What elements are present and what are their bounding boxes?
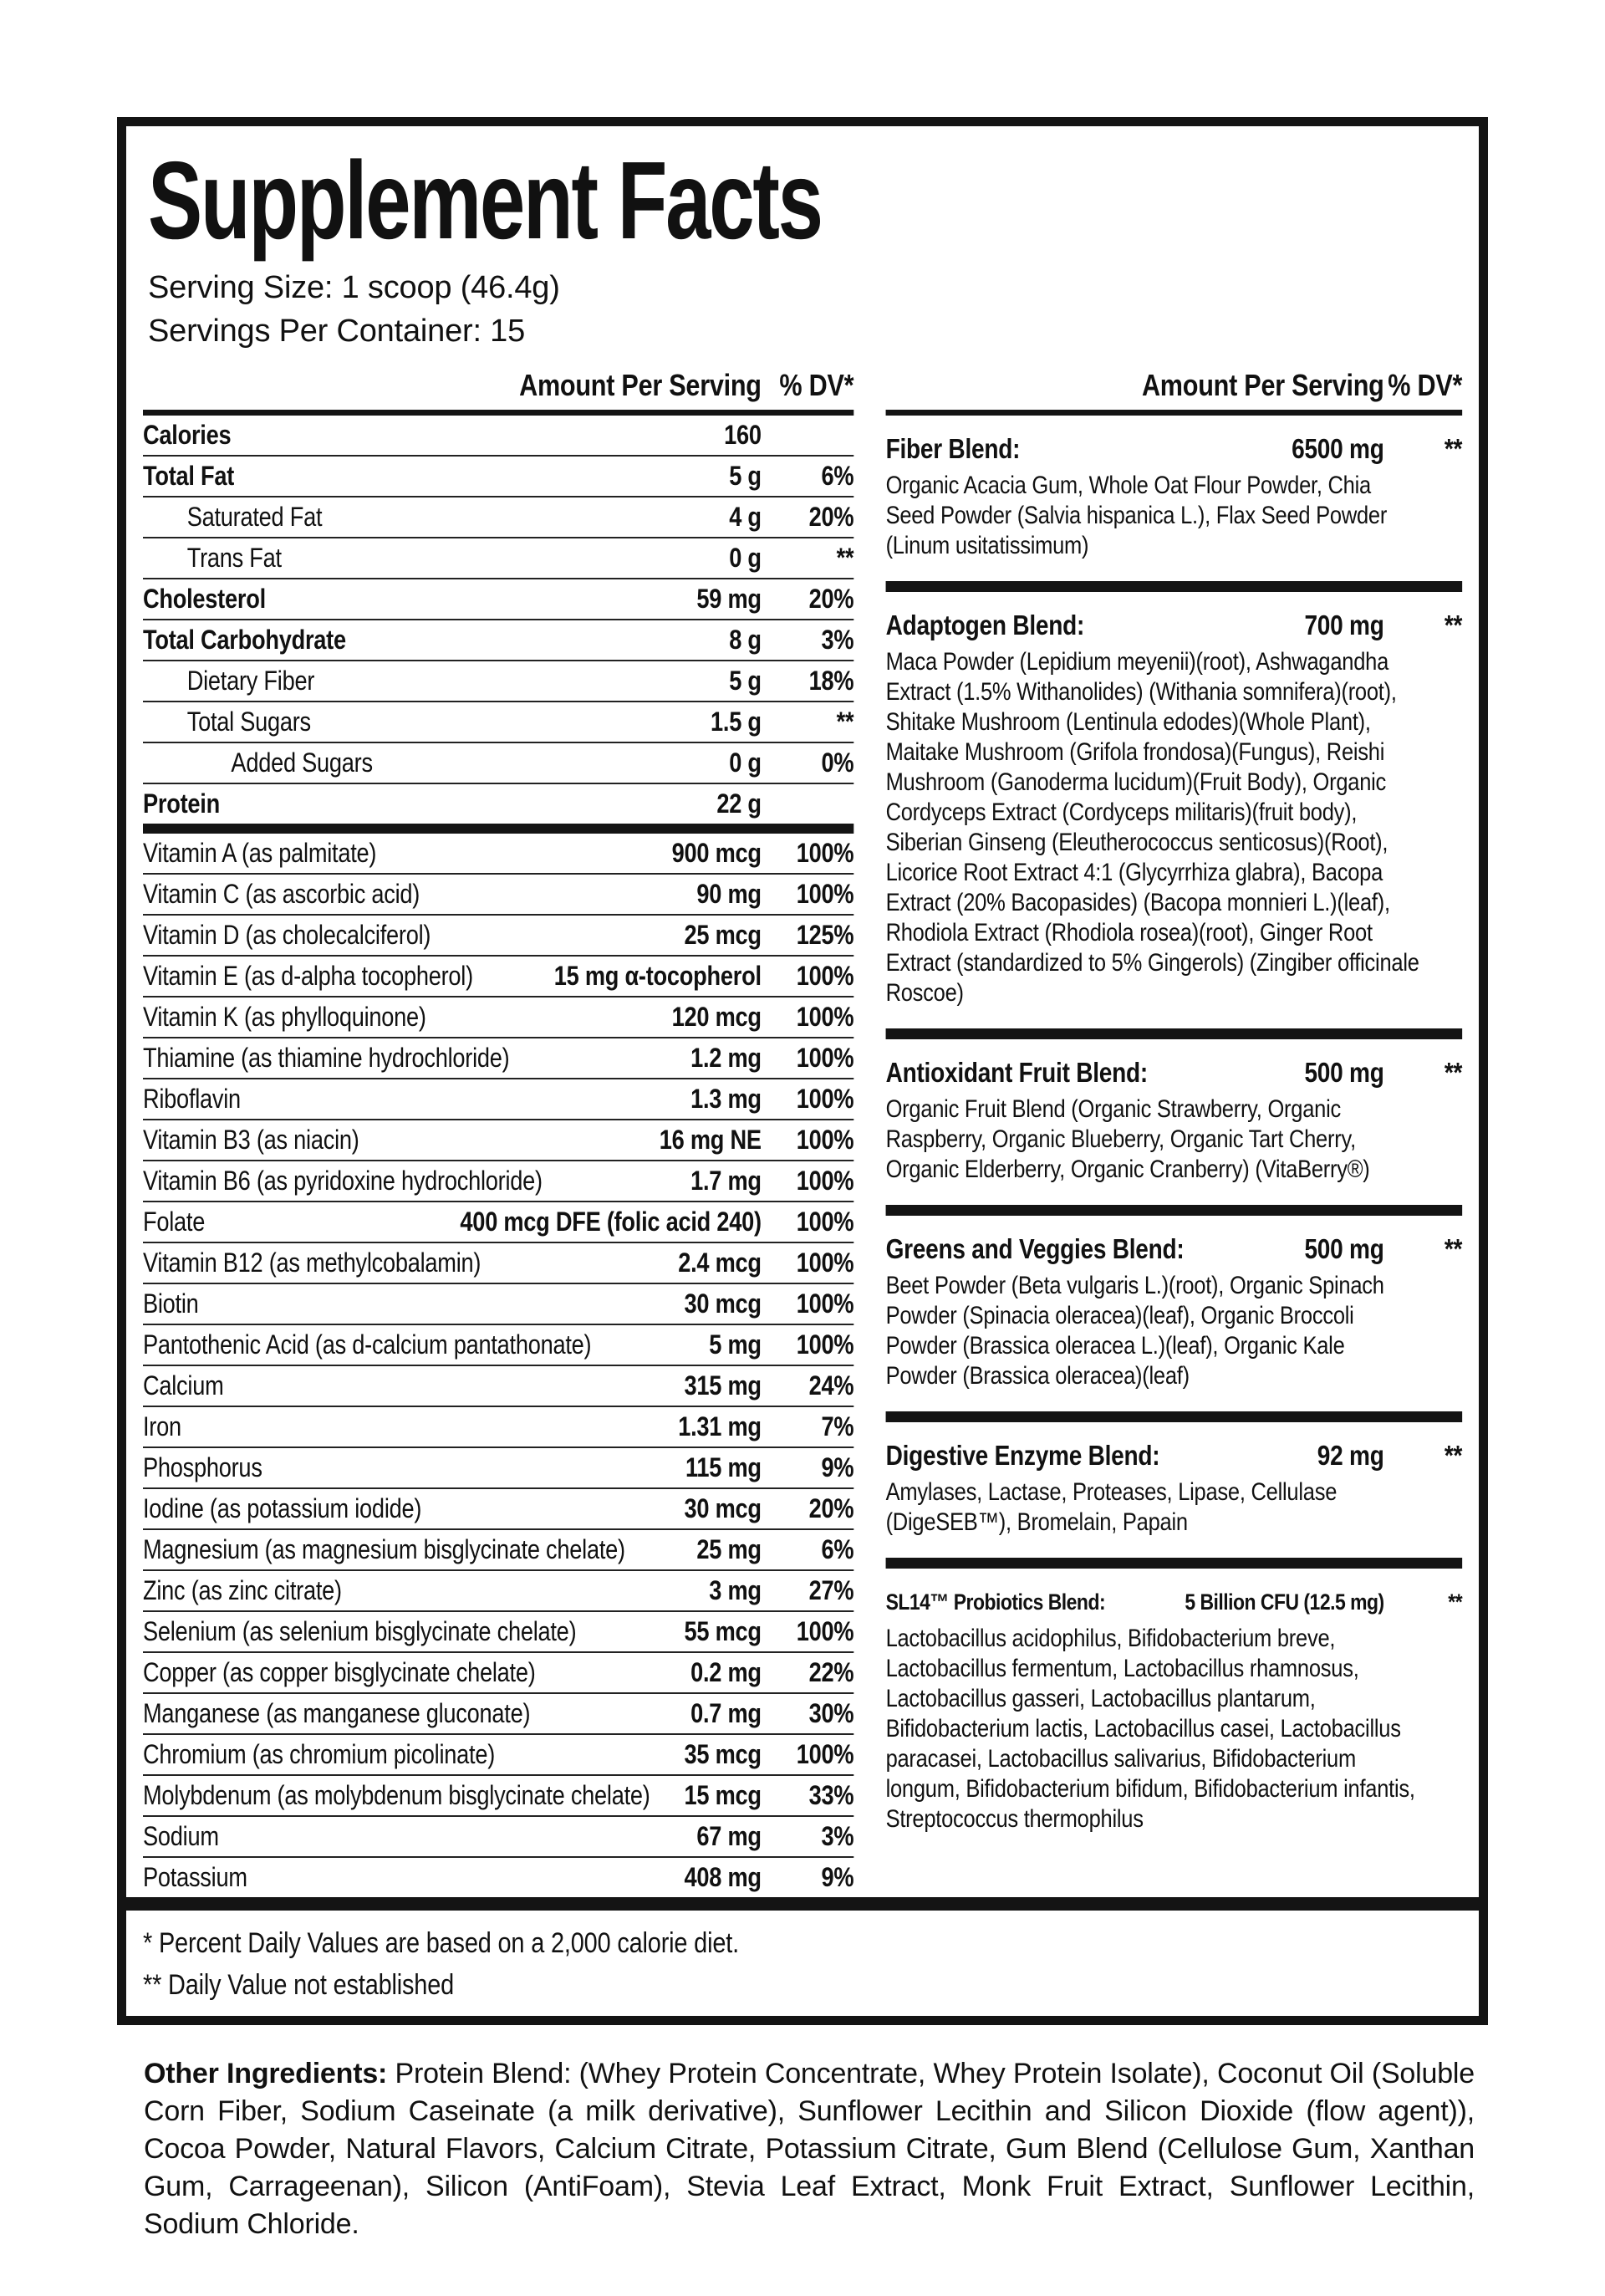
nutrient-amount: 1.2 mg — [690, 1042, 762, 1073]
nutrient-dv: ** — [836, 542, 854, 573]
nutrient-amount: 408 mg — [684, 1861, 762, 1892]
nutrient-dv: 22% — [808, 1656, 854, 1687]
nutrient-row — [143, 1489, 853, 1530]
blend-amount: 500 mg — [1304, 1232, 1384, 1264]
nutrient-amount: 25 mg — [696, 1533, 762, 1564]
nutrient-name: Manganese (as manganese gluconate) — [143, 1697, 531, 1728]
nutrient-amount: 35 mcg — [684, 1738, 762, 1769]
nutrient-name: Protein — [143, 788, 220, 819]
bottom-thick-rule — [126, 1897, 1480, 1911]
nutrient-amount: 1.7 mg — [690, 1165, 762, 1196]
nutrient-dv: 30% — [808, 1697, 854, 1728]
nutrient-amount: 55 mcg — [684, 1615, 762, 1646]
blend-header — [886, 609, 1463, 642]
facts-columns — [143, 368, 1462, 1897]
blend-amount: 92 mg — [1317, 1439, 1384, 1471]
nutrient-amount: 0 g — [729, 542, 762, 573]
blend-name: Adaptogen Blend: — [885, 609, 1085, 640]
blend-ingredients: Maca Powder (Lepidium meyenii)(root), Ashwagandha Extract (1.5% Withanolides) (Withania somnifera)(root), Shitake Mushroom (Lentinula edodes)(Whole Plant), Maitake Mushroom (Grifola frondosa)(Fungus), Reishi Mushroom (Ganoderma lucidum)(Fruit Body), Organic Cordyceps Extract (Cordyceps militaris)(fruit body), Siberian Ginseng (Eleutherococcus senticosus)(Root), Licorice Root Extract 4:1 (Glycyrrhiza glabra), Bacopa Extract (20% Bacopasides) (Bacopa monnieri L.)(leaf), Rhodiola Extract (Rhodiola rosea)(root), Ginger Root Extract (standardized to 5% Gingerols) (Zingiber officinale Roscoe) — [885, 647, 1419, 1007]
nutrient-name: Calcium — [143, 1370, 224, 1401]
nutrient-amount: 1.3 mg — [690, 1083, 762, 1114]
blend-dv: ** — [1444, 432, 1463, 464]
nutrient-dv: 3% — [821, 1820, 854, 1851]
nutrient-rows — [143, 416, 853, 1897]
nutrient-name: Vitamin K (as phylloquinone) — [143, 1001, 426, 1032]
blend-section — [886, 416, 1463, 581]
not-established-footnote: ** Daily Value not established — [143, 1968, 455, 2001]
facts-table-region — [143, 368, 1462, 2006]
nutrient-dv: 100% — [796, 1124, 854, 1155]
nutrient-row — [143, 875, 853, 916]
servings-per-container-text: Servings Per Container: 15 — [148, 313, 526, 349]
nutrient-dv: 3% — [821, 624, 854, 655]
nutrient-name: Molybdenum (as molybdenum bisglycinate chelate) — [143, 1779, 650, 1810]
nutrient-dv: 100% — [796, 1206, 854, 1237]
nutrient-name: Saturated Fat — [186, 501, 323, 532]
nutrient-row — [143, 1776, 853, 1817]
nutrient-row — [143, 1612, 853, 1653]
nutrient-name: Copper (as copper bisglycinate chelate) — [143, 1656, 536, 1687]
nutrient-dv: 100% — [796, 1738, 854, 1769]
blend-header — [886, 1232, 1463, 1266]
nutrient-name: Added Sugars — [231, 747, 373, 778]
nutrient-amount: 15 mg α-tocopherol — [553, 960, 762, 991]
nutrient-name: Biotin — [143, 1288, 199, 1319]
nutrient-dv: 6% — [821, 460, 854, 491]
nutrient-name: Vitamin E (as d-alpha tocopherol) — [143, 960, 473, 991]
nutrient-amount: 400 mcg DFE (folic acid 240) — [460, 1206, 762, 1237]
blend-amount: 6500 mg — [1292, 432, 1384, 464]
blend-ingredients: Organic Fruit Blend (Organic Strawberry, Organic Raspberry, Organic Blueberry, Organic Tart Cherry, Organic Elderberry, Organic Cranberry) (VitaBerry®) — [885, 1094, 1370, 1183]
nutrient-amount: 115 mg — [685, 1452, 762, 1482]
nutrient-amount: 67 mg — [696, 1820, 762, 1851]
nutrient-dv: 24% — [808, 1370, 854, 1401]
other-ingredients — [144, 2055, 1475, 2243]
nutrient-name: Zinc (as zinc citrate) — [143, 1574, 342, 1605]
nutrient-amount: 1.5 g — [711, 706, 762, 737]
nutrient-dv: 20% — [808, 583, 854, 614]
nutrient-name: Riboflavin — [143, 1083, 241, 1114]
nutrient-row — [143, 457, 853, 497]
nutrient-row — [143, 1735, 853, 1776]
nutrient-row — [143, 1284, 853, 1325]
nutrient-dv: 9% — [821, 1452, 854, 1482]
serving-info — [148, 266, 1462, 353]
nutrient-amount: 59 mg — [696, 583, 762, 614]
nutrient-name: Vitamin B3 (as niacin) — [143, 1124, 359, 1155]
nutrient-dv: 27% — [808, 1574, 854, 1605]
nutrients-column-header — [143, 368, 853, 416]
blend-name: SL14™ Probiotics Blend: — [885, 1589, 1106, 1615]
nutrient-dv: 100% — [796, 878, 854, 909]
nutrient-amount: 30 mcg — [684, 1288, 762, 1319]
nutrient-name: Chromium (as chromium picolinate) — [143, 1738, 496, 1769]
nutrient-dv: 100% — [796, 1042, 854, 1073]
blends-column-header — [886, 368, 1463, 416]
amount-per-serving-label: Amount Per Serving — [1141, 367, 1384, 402]
blend-header — [886, 432, 1463, 466]
other-ingredients-label: Other Ingredients: — [144, 2058, 388, 2089]
nutrient-row — [143, 1530, 853, 1571]
percent-dv-label: % DV* — [1388, 367, 1463, 402]
nutrient-amount: 3 mg — [709, 1574, 762, 1605]
nutrient-name: Folate — [143, 1206, 206, 1237]
nutrient-dv: 7% — [821, 1411, 854, 1441]
blend-ingredients: Organic Acacia Gum, Whole Oat Flour Powder, Chia Seed Powder (Salvia hispanica L.), Flax Seed Powder (Linum usitatissimum) — [885, 471, 1388, 559]
nutrient-row — [143, 1407, 853, 1448]
nutrient-amount: 25 mcg — [684, 919, 762, 950]
nutrient-dv: 100% — [796, 1083, 854, 1114]
blend-header — [886, 1439, 1463, 1472]
nutrient-name: Magnesium (as magnesium bisglycinate chelate) — [143, 1533, 625, 1564]
blend-section — [886, 581, 1463, 1028]
blend-section — [886, 1205, 1463, 1411]
nutrient-name: Iron — [143, 1411, 181, 1441]
nutrient-amount: 0.7 mg — [690, 1697, 762, 1728]
nutrient-name: Pantothenic Acid (as d-calcium pantathonate) — [143, 1329, 592, 1360]
blend-dv: ** — [1444, 1232, 1463, 1264]
nutrient-name: Vitamin B6 (as pyridoxine hydrochloride) — [143, 1165, 543, 1196]
nutrient-name: Dietary Fiber — [186, 665, 315, 696]
blend-ingredients: Lactobacillus acidophilus, Bifidobacterium breve, Lactobacillus fermentum, Lactobacillus rhamnosus, Lactobacillus gasseri, Lactobacillus plantarum, Bifidobacterium lactis, Lactobacillus casei, Lactobacillus paracasei, Lactobacillus salivarius, Bifidobacterium longum, Bifidobacterium bifidum, Bifidobacterium infantis, Streptococcus thermophilus — [885, 1624, 1415, 1833]
other-ingredients-text: Protein Blend: (Whey Protein Concentrate, Whey Protein Isolate), Coconut Oil (Soluble Corn Fiber, Sodium Caseinate (a milk derivative), Sunflower Lecithin and Silicon Dioxide (flow agent)), Cocoa Powder, Natural Flavors, Calcium Citrate, Potassium Citrate, Gum Blend (Cellulose Gum, Xanthan Gum, Carrageenan), Silicon (AntiFoam), Stevia Leaf Extract, Monk Fruit Extract, Sunflower Lecithin, Sodium Chloride. — [144, 2058, 1475, 2240]
nutrient-name: Cholesterol — [143, 583, 266, 614]
nutrient-name: Total Fat — [143, 460, 235, 491]
nutrient-amount: 5 g — [729, 665, 762, 696]
nutrient-row — [143, 1038, 853, 1079]
blend-ingredients: Beet Powder (Beta vulgaris L.)(root), Organic Spinach Powder (Spinacia oleracea)(leaf), Organic Broccoli Powder (Brassica oleracea L.)(leaf), Organic Kale Powder (Brassica oleracea)(leaf) — [885, 1271, 1384, 1390]
nutrient-amount: 16 mg NE — [659, 1124, 762, 1155]
nutrient-row — [143, 1120, 853, 1161]
nutrient-dv: 100% — [796, 960, 854, 991]
nutrient-row — [143, 538, 853, 579]
nutrient-amount: 22 g — [716, 788, 762, 819]
blend-header — [886, 1585, 1463, 1619]
nutrient-dv: ** — [836, 706, 854, 737]
amount-per-serving-label: Amount Per Serving — [519, 367, 762, 402]
nutrient-row — [143, 1366, 853, 1407]
blend-dv: ** — [1444, 1056, 1463, 1088]
nutrient-row — [143, 416, 853, 457]
nutrient-row — [143, 1448, 853, 1489]
nutrient-amount: 0 g — [729, 747, 762, 778]
nutrient-dv: 100% — [796, 1247, 854, 1278]
nutrient-amount: 30 mcg — [684, 1492, 762, 1523]
blend-sections — [886, 416, 1463, 1855]
nutrient-row — [143, 834, 853, 875]
blend-name: Antioxidant Fruit Blend: — [885, 1056, 1148, 1088]
nutrient-row — [143, 1243, 853, 1284]
nutrient-amount: 8 g — [729, 624, 762, 655]
nutrient-dv: 18% — [808, 665, 854, 696]
nutrient-name: Vitamin A (as palmitate) — [143, 837, 377, 868]
blend-name: Digestive Enzyme Blend: — [885, 1439, 1160, 1471]
nutrient-amount: 5 mg — [709, 1329, 762, 1360]
nutrient-dv: 20% — [808, 501, 854, 532]
blend-name: Fiber Blend: — [885, 432, 1021, 464]
blend-name: Greens and Veggies Blend: — [885, 1232, 1185, 1264]
nutrient-amount: 1.31 mg — [678, 1411, 762, 1441]
nutrient-amount: 315 mg — [684, 1370, 762, 1401]
daily-values-footnote: * Percent Daily Values are based on a 2,000 calorie diet. — [143, 1926, 739, 1959]
nutrient-name: Sodium — [143, 1820, 219, 1851]
supplement-facts-panel — [117, 117, 1488, 2025]
nutrient-name: Selenium (as selenium bisglycinate chelate) — [143, 1615, 577, 1646]
footnotes — [143, 1922, 1462, 2006]
panel-title: Supplement Facts — [148, 139, 822, 262]
nutrient-row — [143, 743, 853, 784]
nutrient-row — [143, 497, 853, 538]
nutrient-name: Trans Fat — [186, 542, 282, 573]
nutrient-dv: 100% — [796, 837, 854, 868]
nutrient-amount: 2.4 mcg — [678, 1247, 762, 1278]
nutrient-dv: 9% — [821, 1861, 854, 1892]
nutrient-name: Vitamin D (as cholecalciferol) — [143, 919, 431, 950]
nutrient-dv: 100% — [796, 1329, 854, 1360]
nutrient-row — [143, 620, 853, 661]
nutrient-name: Vitamin B12 (as methylcobalamin) — [143, 1247, 482, 1278]
nutrient-name: Total Carbohydrate — [143, 624, 346, 655]
nutrient-row — [143, 1079, 853, 1120]
nutrient-name: Phosphorus — [143, 1452, 262, 1482]
nutrient-row — [143, 997, 853, 1038]
nutrient-dv: 0% — [821, 747, 854, 778]
nutrient-name: Iodine (as potassium iodide) — [143, 1492, 422, 1523]
nutrient-name: Total Sugars — [186, 706, 311, 737]
nutrient-dv: 125% — [796, 919, 854, 950]
nutrient-amount: 90 mg — [696, 878, 762, 909]
nutrient-row — [143, 702, 853, 743]
blend-dv: ** — [1444, 1439, 1463, 1471]
blends-column — [886, 368, 1463, 1897]
blend-section — [886, 1411, 1463, 1558]
nutrient-dv: 100% — [796, 1001, 854, 1032]
nutrient-row — [143, 579, 853, 620]
nutrient-name: Potassium — [143, 1861, 247, 1892]
nutrient-amount: 0.2 mg — [690, 1656, 762, 1687]
blend-section — [886, 1558, 1463, 1855]
nutrients-column — [143, 368, 853, 1897]
nutrient-amount: 120 mcg — [671, 1001, 762, 1032]
blend-dv: ** — [1448, 1589, 1463, 1615]
nutrient-row — [143, 1653, 853, 1694]
blend-amount: 700 mg — [1304, 609, 1384, 640]
nutrient-row — [143, 661, 853, 702]
nutrient-row — [143, 1817, 853, 1858]
nutrient-name: Calories — [143, 419, 232, 450]
blend-amount: 5 Billion CFU (12.5 mg) — [1185, 1589, 1384, 1615]
nutrient-row — [143, 1202, 853, 1243]
blend-amount: 500 mg — [1304, 1056, 1384, 1088]
nutrient-row — [143, 1571, 853, 1612]
nutrient-row — [143, 1325, 853, 1366]
nutrient-amount: 160 — [724, 419, 762, 450]
blend-section — [886, 1028, 1463, 1205]
nutrient-row — [143, 784, 853, 834]
nutrient-amount: 4 g — [729, 501, 762, 532]
nutrient-row — [143, 1858, 853, 1897]
nutrient-amount: 5 g — [729, 460, 762, 491]
blend-header — [886, 1056, 1463, 1089]
nutrient-name: Thiamine (as thiamine hydrochloride) — [143, 1042, 510, 1073]
nutrient-amount: 15 mcg — [684, 1779, 762, 1810]
blend-dv: ** — [1444, 609, 1463, 640]
nutrient-row — [143, 957, 853, 997]
nutrient-dv: 6% — [821, 1533, 854, 1564]
blend-ingredients: Amylases, Lactase, Proteases, Lipase, Cellulase (DigeSEB™), Bromelain, Papain — [885, 1477, 1338, 1536]
nutrient-name: Vitamin C (as ascorbic acid) — [143, 878, 420, 909]
nutrient-row — [143, 916, 853, 957]
nutrient-dv: 100% — [796, 1165, 854, 1196]
serving-size-text: Serving Size: 1 scoop (46.4g) — [148, 269, 560, 305]
nutrient-dv: 100% — [796, 1615, 854, 1646]
percent-dv-label: % DV* — [779, 367, 854, 402]
nutrient-amount: 900 mcg — [671, 837, 762, 868]
nutrient-row — [143, 1694, 853, 1735]
nutrient-dv: 33% — [808, 1779, 854, 1810]
nutrient-dv: 20% — [808, 1492, 854, 1523]
nutrient-row — [143, 1161, 853, 1202]
nutrient-dv: 100% — [796, 1288, 854, 1319]
